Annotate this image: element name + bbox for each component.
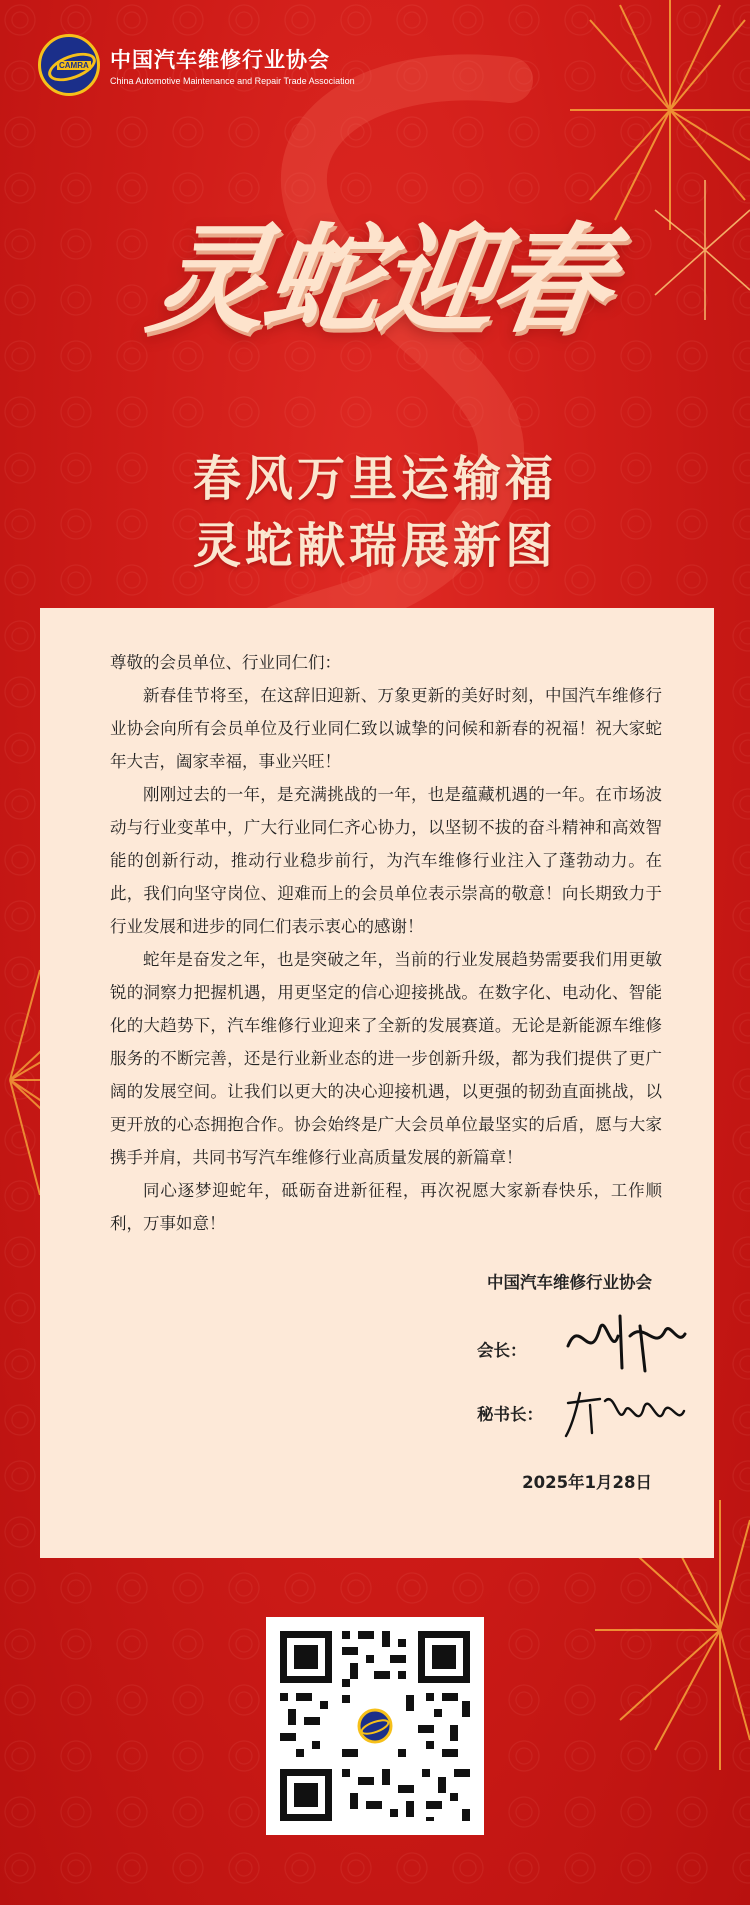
letter-greeting: 尊敬的会员单位、行业同仁们：	[110, 653, 341, 672]
president-label: 会长：	[477, 1341, 527, 1360]
hero-subtitle-line1: 春风万里运输福	[192, 451, 557, 507]
secretary-general-signature	[560, 1381, 690, 1441]
greeting-letter	[40, 608, 714, 1558]
letter-date: 2025年1月28日	[522, 1473, 652, 1492]
letter-paragraph: 刚刚过去的一年，是充满挑战的一年，也是蕴藏机遇的一年。在市场波动与行业变革中，广大行业同仁齐心协力，以坚韧不拔的奋斗精神和高效智能的创新行动，推动行业稳步前行，为汽车维修行业注入了蓬勃动力。在此，我们向坚守岗位、迎难而上的会员单位表示崇高的敬意！向长期致力于行业发展和进步的同仁们表示衷心的感谢！	[110, 785, 662, 936]
letter-paragraph: 新春佳节将至，在这辞旧迎新、万象更新的美好时刻，中国汽车维修行业协会向所有会员单位及行业同仁致以诚挚的问候和新春的祝福！祝大家蛇年大吉，阖家幸福，事业兴旺！	[110, 686, 662, 771]
logo-english-name: China Automotive Maintenance and Repair Trade Association	[110, 76, 355, 86]
letter-paragraph: 同心逐梦迎蛇年，砥砺奋进新征程，再次祝愿大家新春快乐，工作顺利，万事如意！	[110, 1181, 662, 1233]
association-logo[interactable]	[38, 34, 355, 96]
association-logo-icon	[38, 34, 100, 96]
hero-subtitle-line2: 灵蛇献瑞展新图	[192, 518, 557, 574]
qr-code-image	[266, 1617, 484, 1835]
letter-paragraph: 蛇年是奋发之年，也是突破之年，当前的行业发展趋势需要我们用更敏锐的洞察力把握机遇，用更坚定的信心迎接挑战。在数字化、电动化、智能化的大趋势下，汽车维修行业迎来了全新的发展赛道。无论是新能源车维修服务的不断完善，还是行业新业态的进一步创新升级，都为我们提供了更广阔的发展空间。让我们以更大的决心迎接机遇，以更强的韧劲直面挑战，以更开放的心态拥抱合作。协会始终是广大会员单位最坚实的后盾，愿与大家携手并肩，共同书写汽车维修行业高质量发展的新篇章！	[110, 950, 662, 1167]
hero-title: 灵蛇迎春	[140, 210, 617, 349]
logo-chinese-name: 中国汽车维修行业协会	[110, 48, 330, 72]
secretary-general-label: 秘书长：	[477, 1405, 543, 1424]
qr-code[interactable]	[266, 1617, 484, 1835]
logo-tag: CAMRA	[59, 61, 89, 70]
president-signature	[560, 1306, 690, 1376]
signing-organization: 中国汽车维修行业协会	[487, 1273, 652, 1292]
